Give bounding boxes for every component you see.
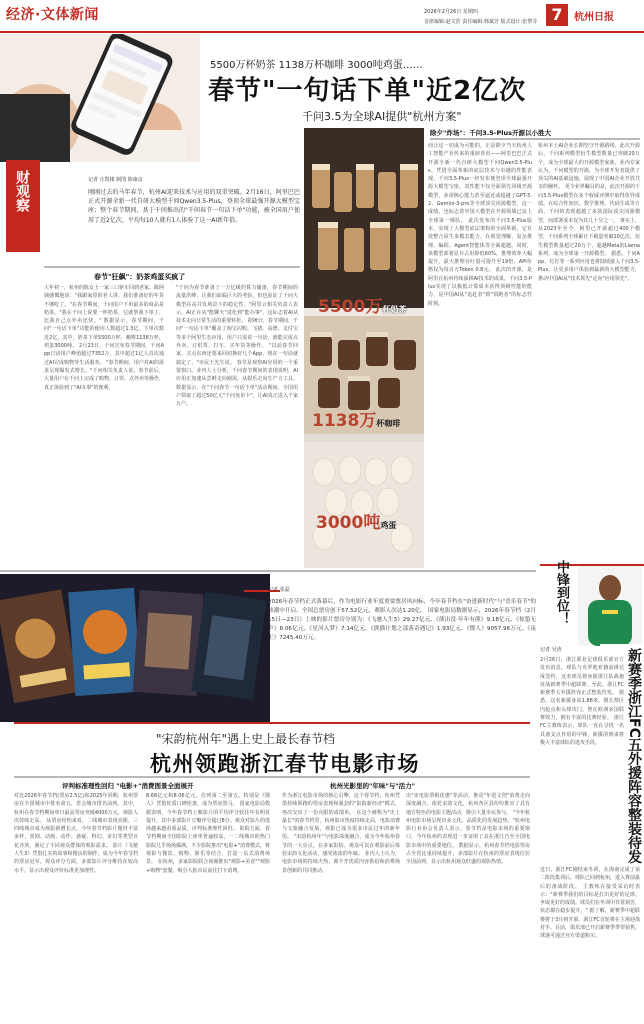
- article2-headline: 杭州领跑浙江春节电影市场: [150, 752, 420, 776]
- article1-body-col2: "千问为春节准备了一万亿级的算力储备，春节期间的流量洪峰，让我们面临巨大的考验，但也验证了千问大模型在高并发场景下的稳定性。"阿里云相关负责人表示，AI正在从"能聊天"进化到"能办事"，这标志着AI从技术走向日常生活的重要转折。 据统计，春节期间，千问"一句话下单"覆盖了淘宝闪购、飞猪、高德、支付宝等多个阿里生态应用，用户只需说一句话，就能完成点外卖、订机票、打车、买年货等操作。 "以前春节回家，买点东西还要来回切换好几个App，现在一句话就搞定了。"市民王先生说。 春节是观察AI应用的一个重要窗口。业内人士分析，千问春节期间的表现说明，AI应用正加速从尝鲜走向刚需，从娱乐走向生产力工具。 数据显示，在"千问春节一句话下单"活动期间，全国用户领取了超过50亿元"千问免单卡"，让AI真正进入千家万户。: [176, 285, 298, 408]
- article3-byline: 记者 吴涛: [540, 647, 562, 653]
- stat-milk-tea-value: 5500万: [318, 297, 383, 317]
- header-rule: [0, 31, 644, 33]
- movie-posters-collage: [0, 574, 270, 722]
- stat-eggs: [316, 508, 396, 533]
- article2-body-col3: 作为浙江电影市场的核心引擎，这个春节档，杭州凭借持续领跑的票房表现和强劲的"影院新经济"模式，再次交出了一份亮眼的成绩单。 在这个被称为"史上最长"的春节档里，杭州影市热度持续走高，电影消费与文旅融合发展，观影已成为很多市民过年的新年俗。 "宋韵杭州年"与电影深度融合，成为今年杭州春节的一大亮点。在多家影院，观众可以在观影前后体验宋韵文化活动，感受浓浓的年味。 业内人士认为，电影市场的持续火热，离不开优质内容供给和消费场景创新的共同推动。: [282, 793, 400, 874]
- movie-posters-illustration: [0, 574, 270, 722]
- milk-tea-photo: [304, 128, 424, 308]
- article1-headline: 春节"一句话下单"近2亿次: [208, 76, 527, 106]
- masthead-logo: 杭州日报: [574, 12, 614, 23]
- divider: [14, 776, 530, 778]
- article3-body-col1: 2月26日，浙江职业足球俱乐部官方发布消息，球队与克罗地亚籍前锋达成签约，这名球员将身披浙江队战袍征战新赛季中超联赛。至此，浙江FC新赛季五外援阵容正式整装待发。 据悉，这名新援身高1.88米，擅长禁区内抢点和头球攻门，曾在欧洲多国联赛效力，拥有丰富的比赛经验。 浙江FC主教练表示，球队一直在寻找一名具备支点作用的中锋，新援的到来将极大丰富球队的进攻手段。: [540, 657, 624, 746]
- divider: [44, 266, 300, 268]
- eggs-photo: [304, 442, 424, 568]
- editors-line: 首席编辑:赵文浩 责任编辑:韩斌芳 版式设计:张黎芬: [424, 19, 538, 25]
- section-divider: [0, 570, 536, 572]
- stat-coffee-value: 1138万: [312, 411, 377, 431]
- date-line: 2026年2月26日 星期四: [424, 9, 478, 15]
- article2-lead: 2026年春节档正式落幕后，作为电影行业年度重要票房风向标，今年春节档在"奋进新时代"与"喜乐春节"的热潮中开启，全国总票房创下57.52亿元，观影人次达1.20亿。 国家电影局数据显示，2026年春节档（2月15日—23日）上映的影片票房分别为：《飞驰人生3》29.27亿元、《熊出没·年年有熊》9.18亿元、《惊蛰无声》8.06亿元、《星河入梦》7.14亿元、《熊猫计划之部落奇遇记》1.93亿元、《镖人》9057.96万元、《夜王》7245.40万元。: [268, 599, 536, 641]
- column-badge: [6, 160, 40, 252]
- stat-milk-tea-unit: 杯奶茶: [382, 305, 407, 314]
- article1-subtitle-1: 春节"狂飙"：奶茶鸡蛋买疯了: [94, 273, 186, 281]
- article1-body-col3: 而让这一切成为可能的，正是除夕当天杭州人工智能产业传来的重磅喜讯——阿里巴巴正式开源全新一代自研大模型千问Qwen3.5-Plus。凭借全面革新的底层技术与卓越的性能表现，千问3.5-Plus一经发布便登顶全球最强开源大模型宝座，其性能不仅全面领先同级开源模型，多项核心能力甚至逼近或超越了GPT-5.2、Gemini-3-pro等全球顶尖闭源模型。这一成绩，也标志着中国大模型在开源领域已站上全球第一梯队。 此次发布的千问3.5-Plus版本，实现了大模型底层架构的全面革新，它有效整合原生多模态能力，在视觉理解、复杂推理、编程、Agent智能体等全面超越。同时，该模型部署显存占用降低60%，推理效率大幅提升，最大推理吞吐量可提升至19倍，API价格仅为每百万Token 0.8元。 此次的开源，是阿里在杭州持续深耕AI技术的成果。千问3.5-Plus实现了以极低计算成本获得顶级性能的能力，是中国AI从"追赶者"到"领跑者"的标志性时刻。: [428, 143, 532, 307]
- article1-subtitle-2: 除夕"炸场"：千问3.5-Plus开源以小胜大: [430, 129, 551, 137]
- article1-subhead: 千问3.5为全球AI提供"杭州方案": [302, 110, 462, 123]
- article2-body-col2: 8.68亿元和8.06亿元，位列第二至第五。特别是《镖人》凭借优质口碑逆袭，成为票房黑马。 国家电影局数据表明，今年春节档上映影片的平均评分较往年有明显提升，其中多部影片豆瓣评分超过8分。观众对影片的选择越来越看重品质，评判标准理性回归。 影院方面，春节档期间全国影院上座率普遍较高，一二线城市的热门影院几乎场场爆满。不少影院推出"电影+"消费模式，将观影与餐饮、购物、娱乐等结合，打造一站式消费场景。 在杭州，多家影院联合商圈推出"观影+美食""观影+购物"套餐，吸引大批市民前往打卡消费。: [146, 793, 270, 874]
- article1-byline: 记者 庄凯楼 制图 陈康彦: [88, 177, 143, 183]
- football-player-illustration: [578, 566, 642, 646]
- stat-milk-tea: [318, 292, 406, 317]
- divider: [430, 138, 640, 140]
- stat-coffee: [312, 406, 400, 431]
- stat-eggs-value: 3000吨: [316, 513, 381, 533]
- article3-headline: 新赛季浙江FC五外援阵容整装待发: [626, 648, 642, 864]
- page-header: [0, 0, 644, 30]
- article1-body-col1: 大年初一，杭州的陈女士一家三口驱车回到老家。陈阿姨感慨地说："我跟家里的老人讲，我们准备好的年货不够吃了。"在春节期间，千问用户下单最多的商品是奶茶，"我在千问上说要一杯奶茶，它就帮我下单了，比我自己点外卖还快。" 数据显示，春节期间，千问"一句话下单"功能的使用人数超过1.3亿，下单次数近2亿，其中，奶茶下单5500万杯，咖啡1138万杯，鸡蛋3000吨。 2月23日，千问宣布春节期间，千问App日活用户峰值超过7352万，其中超过1亿人首次通过AI完成购物等生活服务。 "春节期间，用户对AI的需求呈现爆发式增长。"千问相关负责人说，春节前后，大量用户在千问上完成了购物、订票、点外卖等操作，真正体验到了"AI办事"的便利。: [44, 285, 164, 391]
- player-photo: [578, 566, 642, 646]
- page-number: 7: [546, 4, 568, 26]
- article3-kicker: 中锋到位！: [554, 560, 569, 625]
- stat-coffee-unit: 杯咖啡: [376, 419, 401, 428]
- column-badge-text: 财观察: [14, 170, 30, 212]
- infographic-panel: [304, 128, 424, 568]
- article2-subtitle-1: 评判标准理性回归 "电影+"消费图景全面展开: [62, 782, 194, 790]
- article1-kicker: 5500万杯奶茶 1138万杯咖啡 3000吨鸡蛋……: [210, 60, 423, 71]
- phone-hand-illustration: [0, 34, 200, 162]
- milk-tea-cups-illustration: [304, 128, 424, 308]
- article2-body-col4: 出"宋电影票根优惠"等活动，推动"年进文创"消费走向深度融合。依托宋韵文化，杭州各区县纷纷推出了具有地方特色的电影主题活动，吸引大量市民参与。 "今年杭州电影市场呈现出多元化、品质化的发展趋势。"杭州电影行业协会负责人表示，春节档是电影市场的重要窗口，今年杭州的表现进一步证明了其在浙江乃至全国电影市场中的重要地位。 数据显示，杭州春节档电影票房占全省比重持续提升，多部影片在杭州的票房表现位居全国前列，显示出杭州观众旺盛的观影热情。: [406, 793, 530, 866]
- hero-photo: [0, 34, 200, 162]
- article1-lead: 刚刚过去的马年春节，杭州AI迎来技术与应用的双重突破。2月16日，阿里巴巴正式开源全新一代自研大模型千问Qwen3.5-Plus，登顶全球最强开源大模型宝座；整个春节期间，基于千问推出的"千问春节一句话下单"功能，被全国用户使用了近2亿次，平均每10人就有1人体验了这一AI新年俗。: [88, 189, 300, 224]
- stat-eggs-unit: 鸡蛋: [380, 521, 397, 530]
- article2-subtitle-2: 杭州光影里的"年味"与"活力": [330, 782, 416, 790]
- article2-kicker: "宋韵杭州年"遇上史上最长春节档: [156, 732, 336, 746]
- article3-body-col2: 近日，浙江FC刚结束冬训，在海南完成了第二阶段集训后，球队已回到杭州，进入赛前最后的备战阶段。 主教练在接受采访时表示："新赛季我们的目标是打出更好的足球，争取更好的成绩。球员们在冬训中非常刻苦，状态都在稳步提升。" 据了解，新赛季中超联赛将于3月初开幕，浙江FC首轮将在主场迎战对手。目前，俱乐部已开启新赛季季票销售，球迷可通过官方渠道购买。: [540, 867, 640, 940]
- eggs-illustration: [304, 442, 424, 568]
- article1-body-col4: 杭州本土AI企业长期坚守开源路线，此次开源后，千问系列模型衍生模型数量已突破20万个，成为全球最大的开源模型家族。业内专家认为，千问模型的开源，为全球开发者提供了顶尖的AI基础设施，展现了中国AI企业开放共享的胸怀。 更令业界瞩目的是，此次开源的千问3.5-Plus模型在多个权威评测中取得优异成绩。在综合性知识、数学推理、代码生成等方面，千问的表现超越了多款国际顶尖闭源模型，而部署成本仅为其几十分之一。 事实上，从2023年至今，阿里已开源超过400个模型，千问系列全球累计下载量突破10亿次，衍生模型数量超过20万个，超越Meta的Llama系列，成为全球第一开源模型。 据悉，千问App、钉钉等一系列应用也将陆续接入千问3.5-Plus，让更多用户体验到最新的大模型能力，推动中国AI从"技术领先"走向"应用领先"。: [538, 143, 640, 282]
- section-title: 经济·文体新闻: [6, 7, 99, 23]
- headline-rule: [14, 722, 530, 724]
- article2-byline: 记者 张磊: [268, 587, 290, 593]
- article2-body-col1: 对比2026年春节档(票房2.5亿)和2025年同期，杭州票房在全国城市中排名第五，省会城市排名前列。其中，杭州在春节档期间单日最高票房突破4000万元，观影人次持续走高。 从票房结构来看，二线城市表现亮眼，三四线城市成为观影新增长点。今年春节档影片题材丰富多样，喜剧、动画、动作、悬疑、科幻、奇幻等类型百花齐放，满足了不同观众群体的观影需求。 影片《飞驰人生3》凭借扎实的故事和精良的制作，成为今年春节档的票房冠军。观众评分方面，多部影片评分维持在较高水平，显示出观众评价标准更加理性。: [14, 793, 138, 874]
